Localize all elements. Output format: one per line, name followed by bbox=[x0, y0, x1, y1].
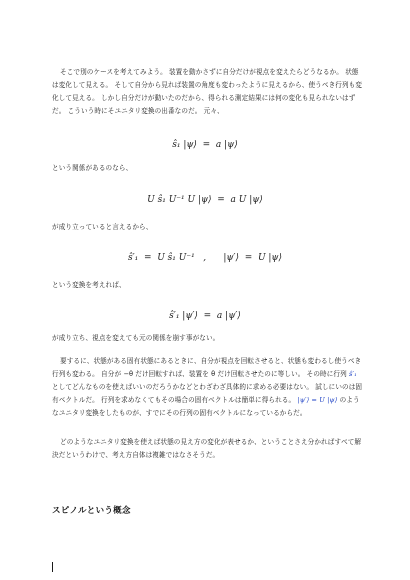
paragraph-conclusion: どのようなユニタリ変換を使えば状態の見え方の変化が表せるか、ということさえ分かればすべて解決だというわけで、考え方自体は複雑ではなさそうだ。 bbox=[52, 438, 362, 459]
paragraph-intro: そこで別のケースを考えてみよう。 装置を動かさずに自分だけが視点を変えたらどうなるか。 状態は変化して見える。 そして自分から見れば装置の角度も変わったように見えるから、使うべき行列も変化して見える。 しかし自分だけが動いたのだから、得られる測定結果には何の変化も見られないはずだ。 こういう時にそユニタリ変換の出番なのだ。 元々、 bbox=[52, 68, 363, 115]
summary-text-3: のようなユニタリ変換をしたものが、すでにその行列の固有ベクトルになっているからだ。 bbox=[52, 396, 360, 417]
text-consider: という変換を考えれば、 bbox=[52, 281, 126, 289]
equation-definition: ŝ′₁ = U ŝ₁ U⁻¹ , |ψ′⟩ = U |ψ⟩ bbox=[127, 253, 282, 263]
text-relation: という関係があるのなら、 bbox=[52, 164, 133, 172]
equation-new-eigen: ŝ′₁ |ψ′⟩ = a |ψ′⟩ bbox=[169, 311, 241, 321]
summary-text-2: としてどんなものを使えばいいのだろうかなどとわざわざ具体的に求める必要はない。 試しにいのは固有ベクトルだ。 行列を求めなくてもその場合の固有ベクトルは簡単に得られる。 bbox=[52, 383, 363, 404]
text-result: が成り立ち、視点を変えても元の関係を崩す事がない。 bbox=[52, 334, 220, 342]
section-heading: スピノルという概念 bbox=[52, 506, 131, 516]
text-cursor bbox=[52, 562, 53, 572]
equation-eigen: ŝ₁ |ψ⟩ = a |ψ⟩ bbox=[172, 140, 238, 150]
text-holds: が成り立っていると言えるから、 bbox=[52, 223, 153, 231]
inline-unitary-psi: |ψ′⟩ = U |ψ⟩ bbox=[297, 396, 338, 404]
paragraph-summary bbox=[52, 355, 364, 420]
inline-matrix-s1: ŝ′₁ bbox=[349, 370, 357, 378]
summary-text-1: 要するに、状態がある固有状態にあるときに、自分が視点を回転させると、状態も変わるし使うべき行列も変わる。 自分が −θ だけ回転すれば、装置を θ だけ回転させたのに等しい。 その時に行列 bbox=[52, 357, 362, 378]
equation-transformed: U ŝ₁ U⁻¹ U |ψ⟩ = a U |ψ⟩ bbox=[147, 195, 263, 205]
